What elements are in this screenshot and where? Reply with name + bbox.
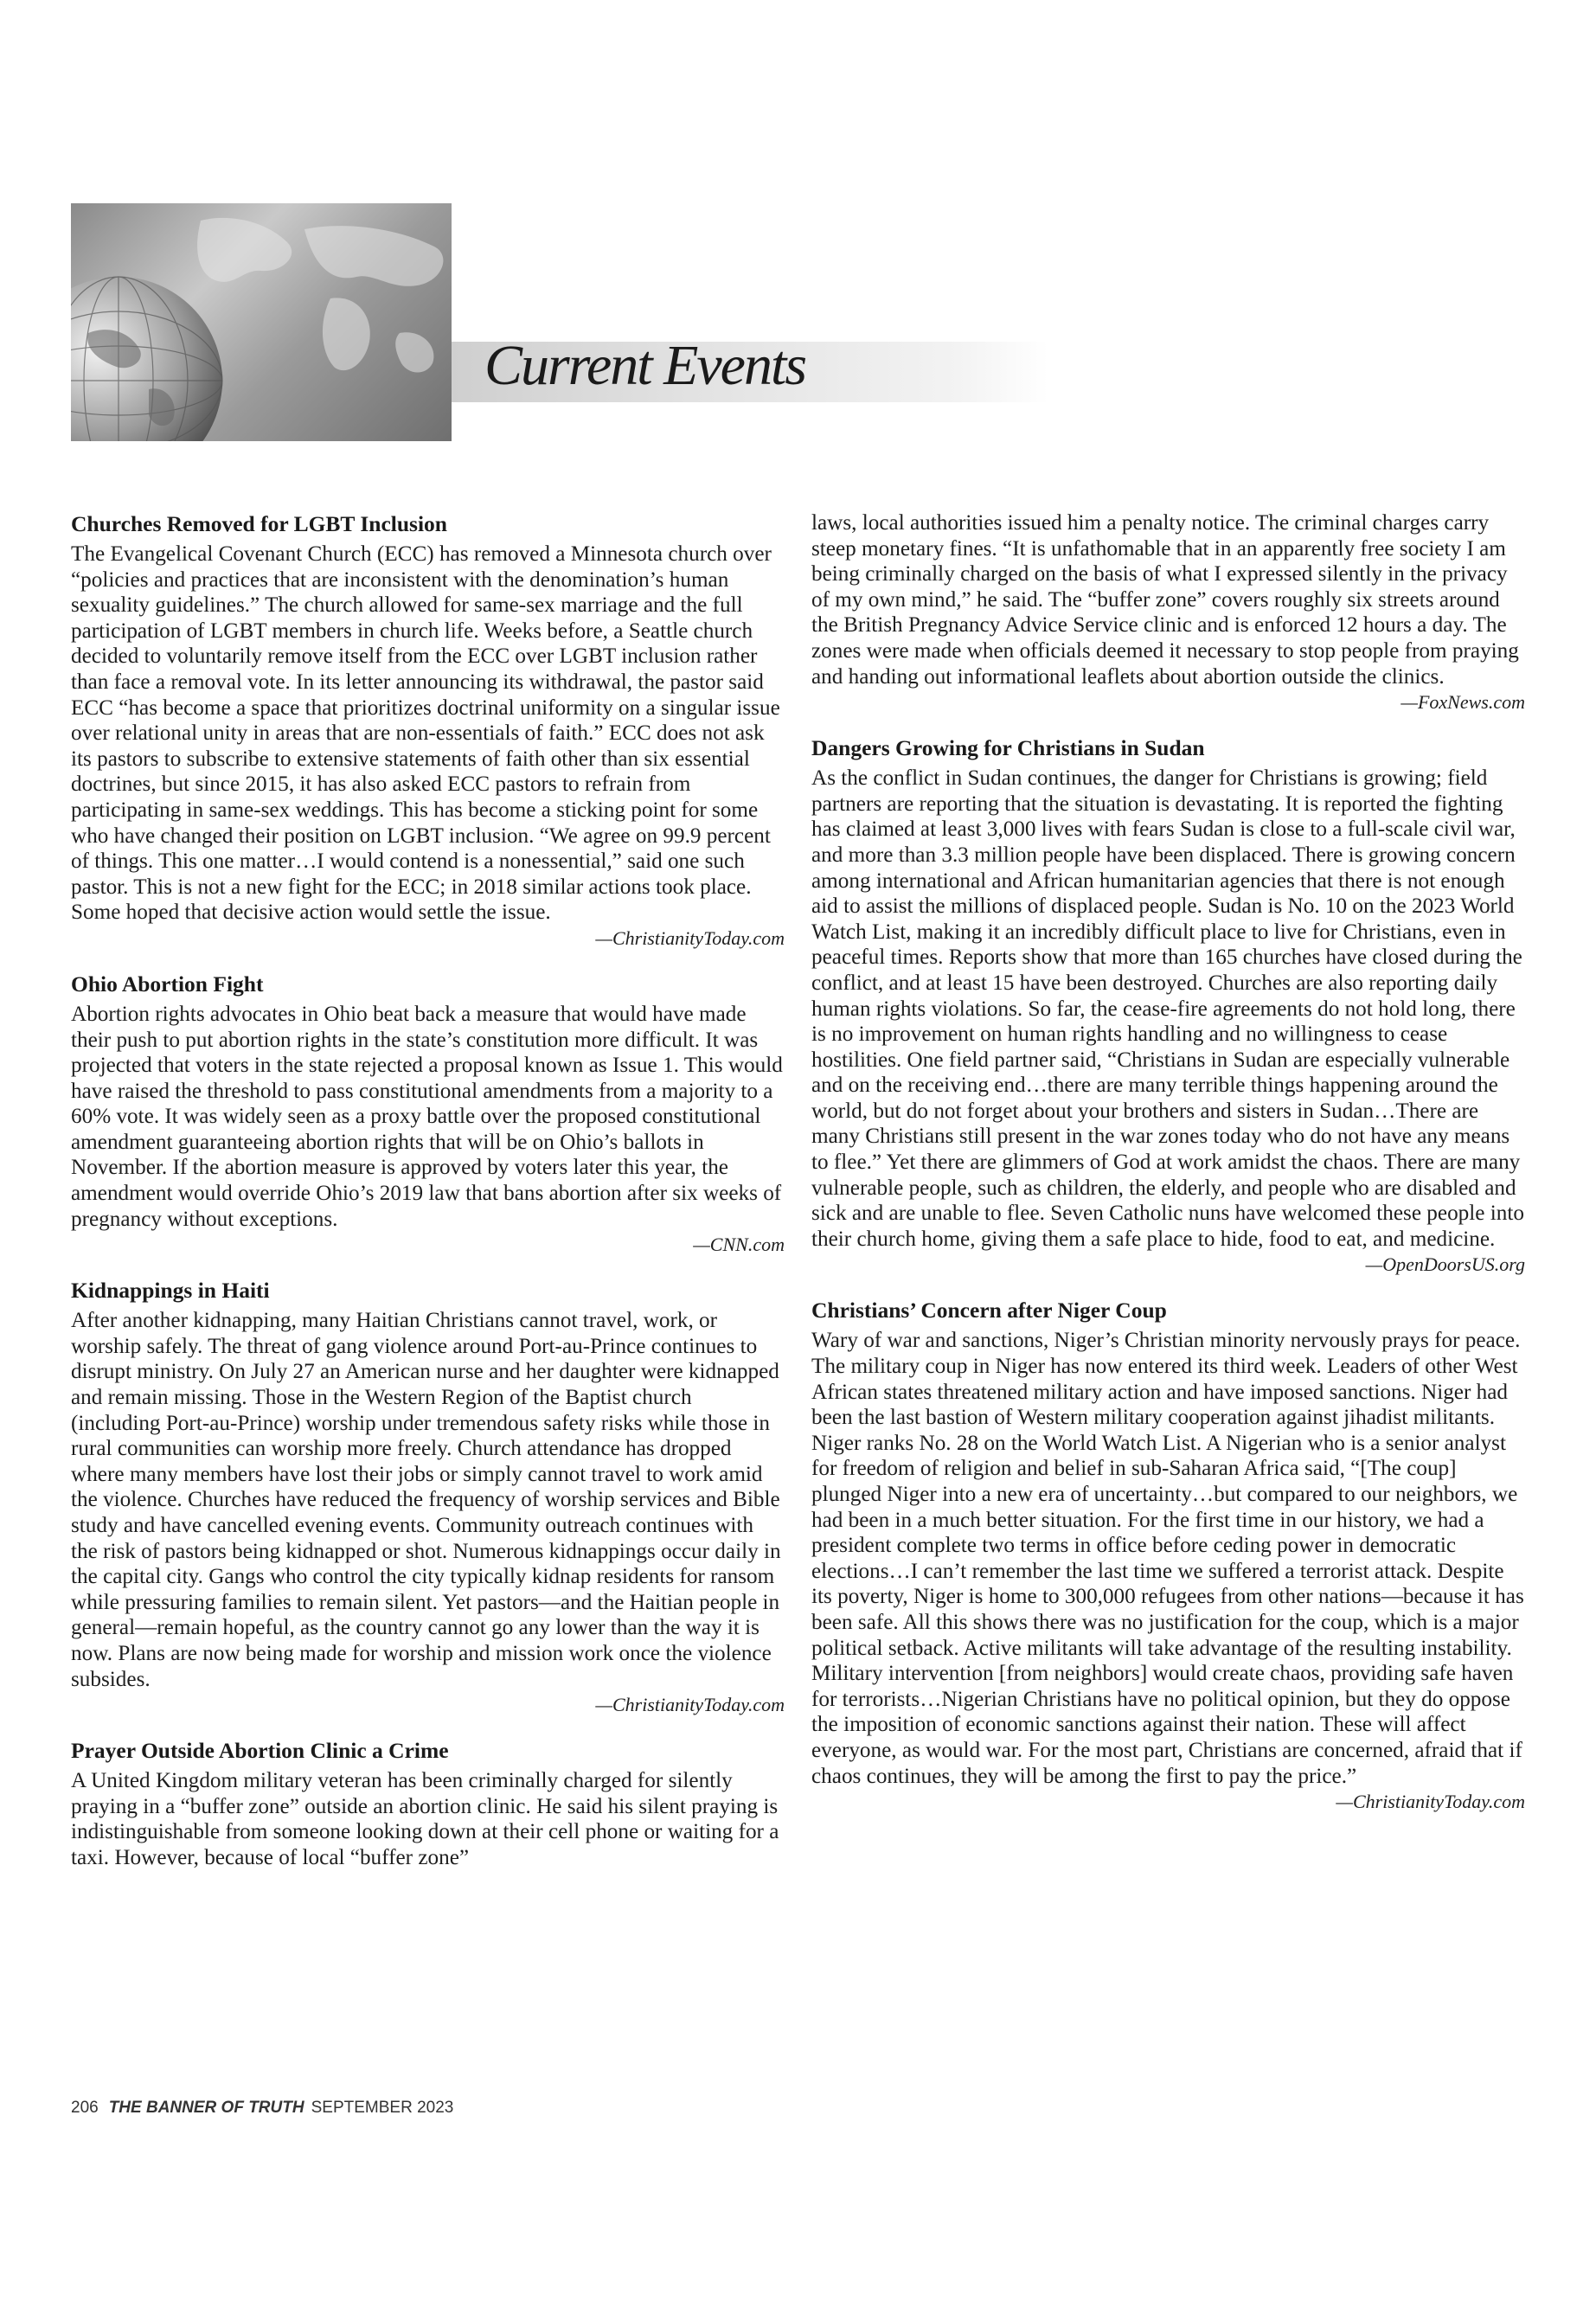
- article-prayer-clinic: [71, 1737, 785, 1870]
- article-body: As the conflict in Sudan continues, the danger for Christians is growing; field partners are reporting that the situation is devastating. It is reported the fighting has claimed at least 3,000 lives with fears Sudan is close to a full-scale civil war, and more than 3.3 million people have been displaced. There is growing concern among international and African humanitarian agencies that there is not enough aid to assist the millions of displaced people. Sudan is No. 10 on the 2023 World Watch List, making it an incredibly difficult place to live for Christians, even in peaceful times. Reports show that more than 165 churches have closed during the conflict, and at least 15 have been destroyed. Churches are also reporting daily human rights violations. So far, the cease-fire agreements do not hold long, there is no improvement on human rights handling and no willingness to cease hostilities. One field partner said, “Christians in Sudan are especially vulnerable and on the receiving end…there are many terrible things happening around the world, but do not forget about your brothers and sisters in Sudan…There are many Christians still present in the war zones today who do not have any means to flee.” Yet there are glimmers of God at work amidst the chaos. There are many vulnerable people, such as children, the elderly, and people who are disabled and sick and are unable to flee. Seven Catholic nuns have welcomed these people into their church home, giving them a safe place to hide, food to eat, and medicine.: [811, 766, 1524, 1251]
- article-headline: Kidnappings in Haiti: [71, 1278, 270, 1304]
- article-body: The Evangelical Covenant Church (ECC) has removed a Minnesota church over “policies and practices that are inconsistent with the denomination’s human sexuality guidelines.” The church allowed for same-sex marriage and the full participation of LGBT members in church life. Weeks before, a Seattle church decided to voluntarily remove itself from the ECC over LGBT inclusion rather than face a removal vote. In its letter announcing its withdrawal, the pastor said ECC “has become a space that prioritizes doctrinal uniformity on a singular issue over relational unity in areas that are non-essentials of faith.” ECC does not ask its pastors to subscribe to extensive statements of faith other than six essential doctrines, but since 2015, it has also asked ECC pastors to refrain from participating in same-sex weddings. This has become a sticking point for some who have changed their position on LGBT inclusion. “We agree on 99.9 percent of things. This one matter…I would contend is a nonessential,” said one such pastor. This is not a new fight for the ECC; in 2018 similar actions took place. Some hoped that decisive action would settle the issue.: [71, 542, 780, 925]
- article-haiti: [71, 1277, 785, 1718]
- article-niger: [811, 1297, 1525, 1815]
- issue-date: SEPTEMBER 2023: [311, 2099, 454, 2117]
- article-headline: Prayer Outside Abortion Clinic a Crime: [71, 1738, 449, 1764]
- page-footer: [71, 2099, 453, 2118]
- article-prayer-clinic-continued: [811, 510, 1525, 715]
- article-source: —CNN.com: [693, 1234, 785, 1256]
- section-banner: [71, 203, 1048, 441]
- right-column: [811, 510, 1525, 1834]
- globe-map-image: [71, 203, 452, 441]
- article-headline: Churches Removed for LGBT Inclusion: [71, 511, 447, 536]
- article-body: laws, local authorities issued him a penalty notice. The criminal charges carry steep monetary fines. “It is unfathomable that in an apparently free society I am being criminally charged on the basis of what I expressed silently in the privacy of my own mind,” he said. The “buffer zone” covers roughly six streets around the British Pregnancy Advice Service clinic and is enforced 12 hours a day. The zones were made when officials deemed it necessary to stop people from praying and handing out informational leaflets about abortion outside the clinics.: [811, 511, 1519, 689]
- article-body: Wary of war and sanctions, Niger’s Christian minority nervously prays for peace. The military coup in Niger has now entered its third week. Leaders of other West African states threatened military action and have imposed sanctions. Niger had been the last bastion of Western military cooperation against jihadist militants. Niger ranks No. 28 on the World Watch List. A Nigerian who is a senior analyst for freedom of religion and belief in sub-Saharan Africa said, “[The coup] plunged Niger into a new era of uncertainty…but compared to our neighbors, we had been in a much better situation. For the first time in our history, we had a president complete two terms in office before ceding power in democratic elections…I can’t remember the last time we suffered a terrorist attack. Despite its poverty, Niger is home to 300,000 refugees from other nations—because it has been safe. All this shows there was no justification for the coup, which is a major political setback. Active militants will take advantage of the resulting instability. Military intervention [from neighbors] would create chaos, providing safe haven for terrorists…Nigerian Christians have no political opinion, but they do oppose the imposition of economic sanctions against their nation. These will affect everyone, as would war. For the most part, Christians are concerned, afraid that if chaos continues, they will be among the first to pay the price.”: [811, 1329, 1524, 1788]
- article-headline: Christians’ Concern after Niger Coup: [811, 1298, 1167, 1324]
- article-lgbt: [71, 510, 785, 952]
- article-ohio: [71, 971, 785, 1258]
- publication-name: THE BANNER OF TRUTH: [108, 2099, 304, 2117]
- article-sudan: [811, 734, 1525, 1278]
- article-headline: Dangers Growing for Christians in Sudan: [811, 735, 1205, 761]
- article-source: —ChristianityToday.com: [1336, 1791, 1525, 1813]
- article-source: —ChristianityToday.com: [595, 1694, 785, 1716]
- article-body: A United Kingdom military veteran has been criminally charged for silently praying in a “buffer zone” outside an abortion clinic. He said his silent praying is indistinguishable from someone looking down at their cell phone or waiting for a taxi. However, because of local “buffer zone”: [71, 1769, 779, 1869]
- left-column: [71, 510, 785, 1890]
- article-body: Abortion rights advocates in Ohio beat back a measure that would have made their push to put abortion rights in the state’s constitution more difficult. It was projected that voters in the state rejected a proposal known as Issue 1. This would have raised the threshold to pass constitutional amendments from a majority to a 60% vote. It was widely seen as a proxy battle over the proposed constitutional amendment guaranteeing abortion rights that will be on Ohio’s ballots in November. If the abortion measure is approved by voters later this year, the amendment would override Ohio’s 2019 law that bans abortion after six weeks of pregnancy without exceptions.: [71, 1002, 783, 1231]
- page-number: 206: [71, 2099, 99, 2117]
- section-title: Current Events: [484, 334, 805, 397]
- article-source: —OpenDoorsUS.org: [1365, 1253, 1525, 1276]
- globe-icon: [71, 203, 452, 441]
- article-source: —ChristianityToday.com: [595, 926, 785, 949]
- article-headline: Ohio Abortion Fight: [71, 971, 264, 997]
- article-source: —FoxNews.com: [1401, 691, 1525, 714]
- article-body: After another kidnapping, many Haitian Christians cannot travel, work, or worship safely. The threat of gang violence around Port-au-Prince continues to disrupt ministry. On July 27 an American nurse and her daughter were kidnapped and remain missing. Those in the Western Region of the Baptist church (including Port-au-Prince) worship under tremendous safety risks while those in rural communities can worship more freely. Church attendance has dropped where many members have lost their jobs or simply cannot travel to work amid the violence. Churches have reduced the frequency of worship services and Bible study and have cancelled evening events. Community outreach continues with the risk of pastors being kidnapped or shot. Numerous kidnappings occur daily in the capital city. Gangs who control the city typically kidnap residents for ransom while pressuring families to remain silent. Yet pastors—and the Haitian people in general—remain hopeful, as the country cannot go any lower than the way it is now. Plans are now being made for worship and mission work once the violence subsides.: [71, 1309, 781, 1691]
